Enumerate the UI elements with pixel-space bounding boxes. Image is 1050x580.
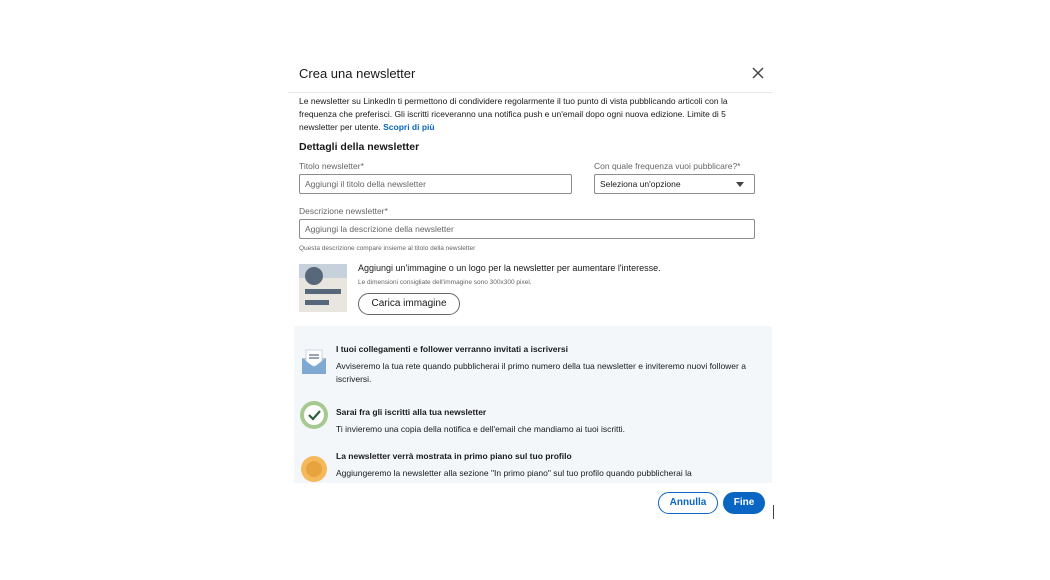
upload-image-button[interactable]: Carica immagine [358,293,460,315]
close-icon[interactable] [750,65,766,81]
dialog-title: Crea una newsletter [299,66,416,81]
dialog-header [288,56,772,93]
frequency-label: Con quale frequenza vuoi pubblicare?* [594,161,741,171]
placeholder-line [305,300,329,305]
frequency-select[interactable] [594,174,755,194]
info-body: Aggiungeremo la newsletter alla sezione "In primo piano" sul tuo profilo quando pubblicherai la [336,468,692,478]
image-size-hint: Le dimensioni consigliate dell'immagine sono 300x300 pixel. [358,279,532,286]
info-title: Sarai fra gli iscritti alla tua newsletter [336,407,487,417]
frequency-value: Seleziona un'opzione [600,179,681,189]
image-prompt: Aggiungi un'immagine o un logo per la newsletter per aumentare l'interesse. [358,263,661,273]
description-hint: Questa descrizione compare insieme al titolo della newsletter [299,245,476,252]
envelope-icon [299,347,329,377]
info-title: La newsletter verrà mostrata in primo piano sul tuo profilo [336,451,572,461]
intro-paragraph: Le newsletter su LinkedIn ti permettono di condividere regolarmente il tuo punto di vista pubblicando articoli con la frequenza che preferisci. Gli iscritti riceveranno una notifica push e un'email dopo ogni nuova edizione. Limite di 5 newsletter per utente. [299,96,728,132]
description-label: Descrizione newsletter* [299,206,388,216]
learn-more-link[interactable]: Scopri di più [383,122,435,132]
intro-text [299,95,761,134]
title-input[interactable]: Aggiungi il titolo della newsletter [299,174,572,194]
create-newsletter-dialog [288,56,772,522]
info-body: Ti invieremo una copia della notifica e dell'email che mandiamo ai tuoi iscritti. [336,424,626,434]
dialog-body[interactable] [288,93,772,483]
title-label: Titolo newsletter* [299,161,364,171]
text-cursor [773,505,774,519]
placeholder-avatar [305,267,323,285]
info-title: I tuoi collegamenti e follower verranno invitati a iscriversi [336,344,568,354]
badge-icon [299,454,329,483]
placeholder-line [305,289,341,294]
image-placeholder [299,264,347,312]
caret-down-icon [736,182,744,187]
check-circle-icon [299,400,329,430]
description-input[interactable]: Aggiungi la descrizione della newsletter [299,219,755,239]
done-button[interactable]: Fine [723,492,765,514]
cancel-button[interactable]: Annulla [658,492,718,514]
info-panel [294,326,772,483]
info-body: Avviseremo la tua rete quando pubblicherai il primo numero della tua newsletter e inviteremo nuovi follower a iscriversi. [336,361,746,384]
details-heading: Dettagli della newsletter [299,141,420,153]
